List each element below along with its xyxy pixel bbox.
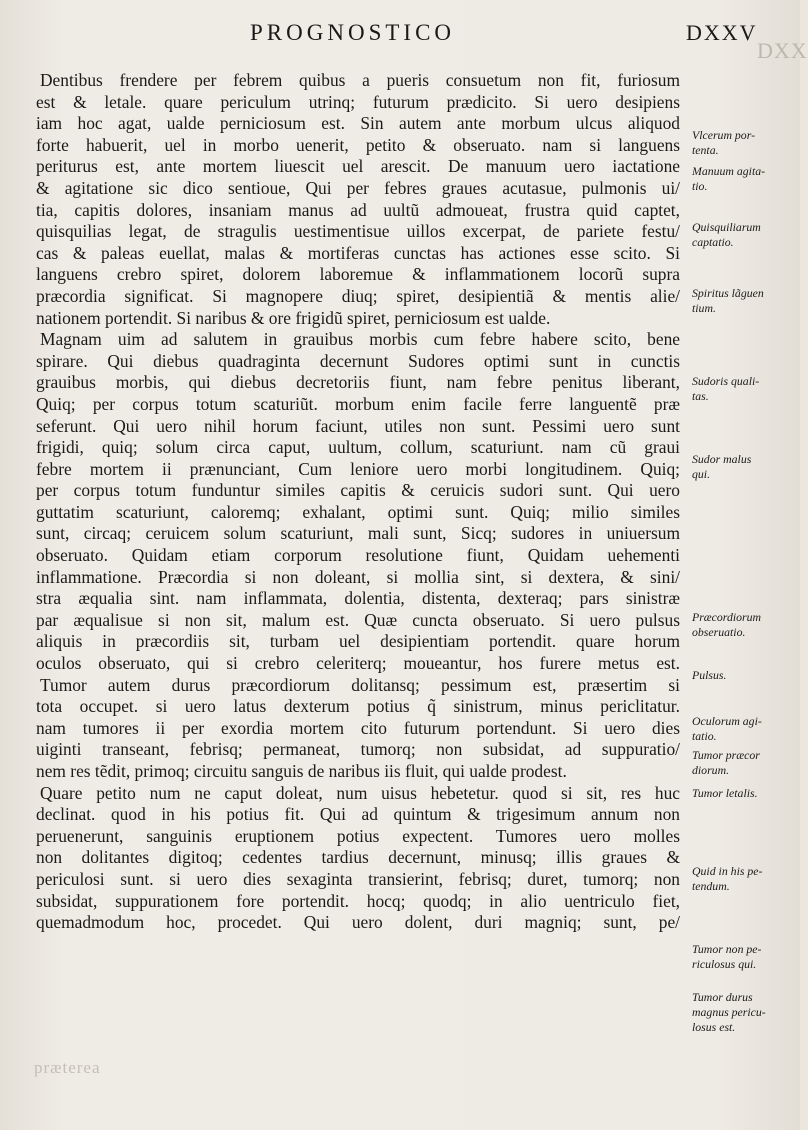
text-line: languens crebro spiret, dolorem laboremue & inflammationem locorũ supra [36, 264, 680, 285]
folio-number: DXXV [686, 20, 758, 45]
marginal-note [692, 714, 798, 744]
marginal-note [692, 128, 798, 158]
text-line: quemadmodum hoc, procedet. Qui uero dolent, duri magniq; sunt, pe/ [36, 912, 680, 933]
text-line: par æqualisue si non sit, malum est. Quæ cuncta obseruato. Si uero pulsus [36, 609, 680, 630]
text-line: nam tumores ii per exordia mortem cito futurum portendunt. Si uero dies [36, 717, 680, 738]
marginal-note [692, 748, 798, 778]
marginal-note [692, 164, 798, 194]
text-line: spirare. Qui diebus quadraginta decernunt Sudores optimi sunt in cunctis [36, 350, 680, 371]
text-line: nem res tẽdit, primoq; circuitu sanguis de naribus iis fluit, qui ualde prodest. [36, 761, 567, 781]
marginal-note [692, 286, 798, 316]
marginal-note-line: Præcordiorum [692, 610, 762, 624]
text-line: periculosi sunt. si uero dies sexaginta transierint, febrisq; duret, tumorq; non [36, 868, 680, 889]
text-line: tia, capitis dolores, insaniam manus ad uultũ admoueat, frustra quid captet, [36, 199, 680, 220]
marginal-note-line: Spiritus lãguen [692, 286, 764, 300]
text-line: uiginti transeant, febrisq; permaneat, tumorq; non subsidat, ad suppuratio/ [36, 739, 680, 760]
marginal-note-line: Vlcerum por- [692, 128, 755, 142]
text-line: est & letale. quare periculum utrinq; futurum prædicito. Si uero desipiens [36, 91, 680, 112]
marginal-note-line: tium. [692, 301, 716, 315]
marginal-note-line: tendum. [692, 879, 730, 893]
marginal-note-line: riculosus qui. [692, 957, 757, 971]
text-line: subsidat, suppurationem fore portendit. hocq; quodq; in alio uentriculo fiet, [36, 890, 680, 911]
text-line: & agitatione sic dico sentioue, Qui per febres graues acutasue, pulmonis ui/ [36, 177, 680, 198]
marginal-note-line: Tumor durus [692, 990, 753, 1004]
marginal-note [692, 990, 798, 1035]
marginal-note-line: Tumor præcor [692, 748, 760, 762]
running-title: PROGNOSTICO [250, 20, 456, 45]
marginal-note [692, 942, 798, 972]
text-line: guttatim scaturiunt, caloremq; exhalant, optimi sunt. Quiq; milio similes [36, 501, 680, 522]
text-line: peruenerunt, sanguinis eruptionem potius expectent. Tumores uero molles [36, 825, 680, 846]
marginal-note-line: Pulsus. [692, 668, 727, 682]
text-line: stra æqualia sint. nam inflammata, dolentia, distenta, dexteraq; pars sinistræ [36, 588, 680, 609]
text-line: inflammatione. Præcordia si non doleant, si mollia sint, si dextera, & sini/ [36, 566, 680, 587]
text-line: Tumor autem durus præcordiorum dolitansq; pessimum est, præsertim si [40, 674, 680, 695]
marginal-note-line: Sudoris quali- [692, 374, 760, 388]
text-line: præcordia significat. Si magnopere diuq; spiret, desipientiã & mentis alie/ [36, 285, 680, 306]
text-line: forte habuerit, uel in morbo uenerit, petito & obseruato. nam si languens [36, 134, 680, 155]
marginal-note [692, 786, 798, 801]
marginal-note-line: tenta. [692, 143, 719, 157]
text-line: cas & paleas euellat, malas & mortiferas cunctas has actiones esse scito. Si [36, 242, 680, 263]
text-line: aliquis in præcordiis sit, turbam uel desipientiam portendit. quare horum [36, 631, 680, 652]
marginal-note-line: captatio. [692, 235, 734, 249]
text-line: declinat. quod in his potius fit. Qui ad quintum & trigesimum annum non [36, 804, 680, 825]
text-line: sunt, circaq; ceruicem solum scaturiunt, mali sunt, Sicq; sudores in uniuersum [36, 523, 680, 544]
text-line: grauibus morbis, qui diebus decretoriis fiunt, nam febre penitus liberant, [36, 372, 680, 393]
running-head [0, 18, 808, 63]
marginal-note-line: diorum. [692, 763, 730, 777]
text-line: frigidi, quiq; solum circa caput, uultum, collum, scaturiunt. nam cũ graui [36, 437, 680, 458]
text-line: non dolitantes digitoq; cedentes tardius decernunt, minusq; illis graues & [36, 847, 680, 868]
marginal-note-line: Tumor non pe- [692, 942, 762, 956]
text-line: Dentibus frendere per febrem quibus a pueris consuetum non fit, furiosum [40, 70, 680, 90]
marginal-note-line: magnus pericu- [692, 1005, 766, 1019]
body-text [36, 70, 680, 934]
marginal-note-line: Quid in his pe- [692, 864, 763, 878]
marginal-note-line: Oculorum agi- [692, 714, 762, 728]
text-line: oculos obseruato, qui si crebro celeriterq; moueantur, hos furere metus est. [36, 653, 680, 674]
marginal-note [692, 452, 798, 482]
marginal-note-line: obseruatio. [692, 625, 746, 639]
text-line: seferunt. Qui uero nihil horum faciunt, utiles non sunt. Pessimi uero sunt [36, 415, 680, 436]
marginal-note-line: Quisquiliarum [692, 220, 761, 234]
text-line: Quiq; per corpus totum scaturiũt. morbum enim facile ferre languentẽ præ [36, 393, 680, 414]
text-line: tota occupet. si uero latus dexterum potius q̃ sinistrum, minus periclitatur. [36, 696, 680, 717]
text-line: periturus est, ante mortem liuescit uel arescit. De manuum uero iactatione [36, 156, 680, 177]
folio-bleed-through: DXX [757, 38, 808, 63]
text-line: nationem portendit. Si naribus & ore frigidũ spiret, perniciosum est ualde. [36, 307, 551, 328]
marginal-note-line: losus est. [692, 1020, 736, 1034]
marginal-note [692, 220, 798, 250]
text-line: quisquilias legat, de stragulis uestimentisue uillos excerpat, de pariete festu/ [36, 221, 680, 242]
catchword-bleed-through: præterea [34, 1058, 101, 1077]
marginal-note [692, 864, 798, 894]
marginal-note-line: Manuum agita- [692, 164, 766, 178]
marginal-note [692, 610, 798, 640]
text-line: obseruato. Quidam etiam corporum resolutione fiunt, Quidam uehementi [36, 545, 680, 566]
marginal-note [692, 668, 798, 683]
marginal-note-line: tatio. [692, 729, 717, 743]
text-line: febre mortem ii prænunciant, Cum leniore uero morbi longitudinem. Quiq; [36, 458, 680, 479]
marginal-note-line: Sudor malus [692, 452, 752, 466]
text-line: Magnam uim ad salutem in grauibus morbis cum febre habere scito, bene [40, 329, 680, 350]
marginal-note-line: tas. [692, 389, 709, 403]
text-line: iam hoc agat, ualde perniciosum est. Sin autem ante morbum ulcus aliquod [36, 113, 680, 134]
marginal-note-line: qui. [692, 467, 711, 481]
marginal-note [692, 374, 798, 404]
text-line: Quare petito num ne caput doleat, num uisus hebetetur. quod si sit, res huc [40, 782, 680, 803]
marginal-note-line: Tumor letalis. [692, 786, 758, 800]
marginal-note-line: tio. [692, 179, 708, 193]
text-line: per corpus totum funduntur similes capitis & ceruicis sudori sunt. Qui uero [36, 480, 680, 501]
